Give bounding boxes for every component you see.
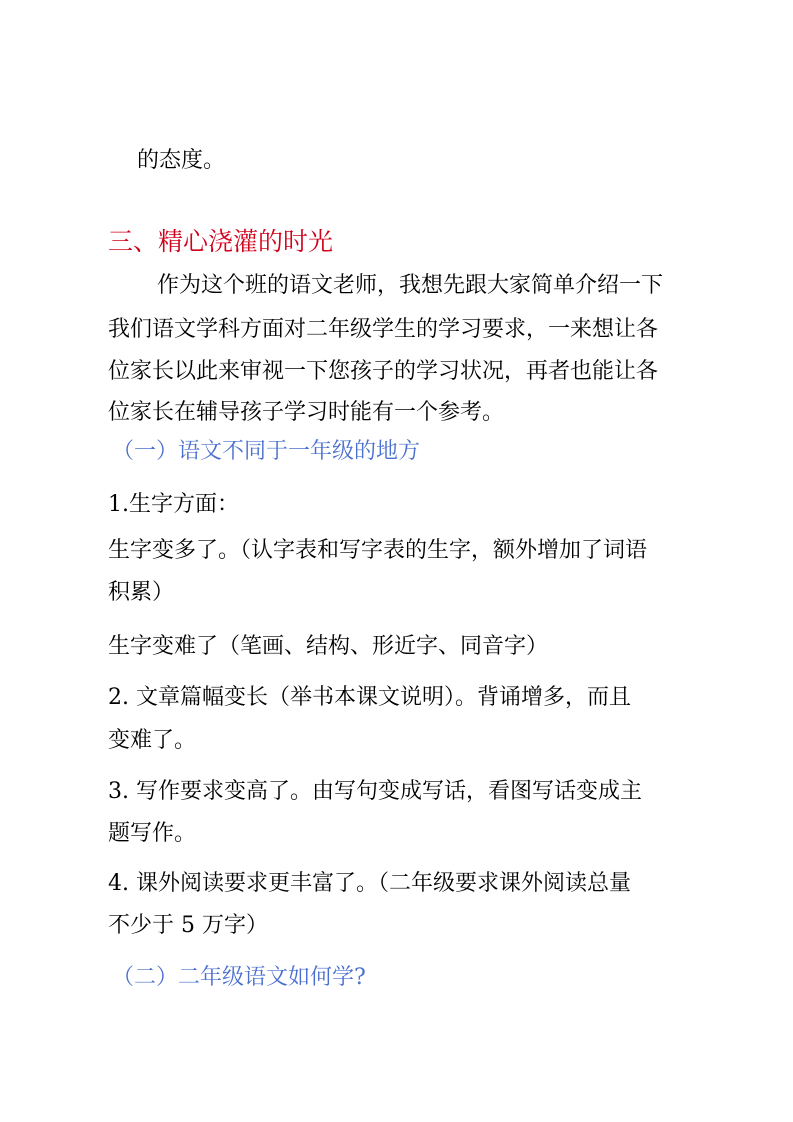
paragraph-line: 2. 文章篇幅变长（举书本课文说明）。背诵增多，而且 (108, 685, 631, 710)
sub-heading: （一）语文不同于一年级的地方 (112, 439, 421, 464)
paragraph-line: 4. 课外阅读要求更丰富了。（二年级要求课外阅读总量 (108, 871, 631, 896)
paragraph-line: 我们语文学科方面对二年级学生的学习要求，一来想让各 (108, 317, 659, 342)
paragraph-line: 生字变难了（笔画、结构、形近字、同音字） (108, 634, 549, 659)
paragraph-line: 作为这个班的语文老师，我想先跟大家简单介绍一下 (157, 273, 664, 298)
paragraph-line: 位家长在辅导孩子学习时能有一个参考。 (108, 400, 505, 425)
paragraph-line: 题写作。 (108, 821, 197, 846)
paragraph-line: 位家长以此来审视一下您孩子的学习状况，再者也能让各 (108, 359, 659, 384)
section-heading: 三、精心浇灌的时光 (108, 227, 334, 256)
paragraph-line: 变难了。 (108, 728, 197, 753)
sub-heading: （二）二年级语文如何学? (112, 965, 366, 990)
paragraph-line: 1.生字方面： (108, 492, 239, 517)
paragraph-line: 不少于 5 万字） (108, 913, 268, 938)
paragraph-line: 的态度。 (137, 148, 226, 173)
paragraph-line: 3. 写作要求变高了。由写句变成写话，看图写话变成主 (108, 779, 642, 804)
paragraph-line: 生字变多了。（认字表和写字表的生字，额外增加了词语 (108, 538, 648, 563)
paragraph-line: 积累） (108, 580, 175, 605)
